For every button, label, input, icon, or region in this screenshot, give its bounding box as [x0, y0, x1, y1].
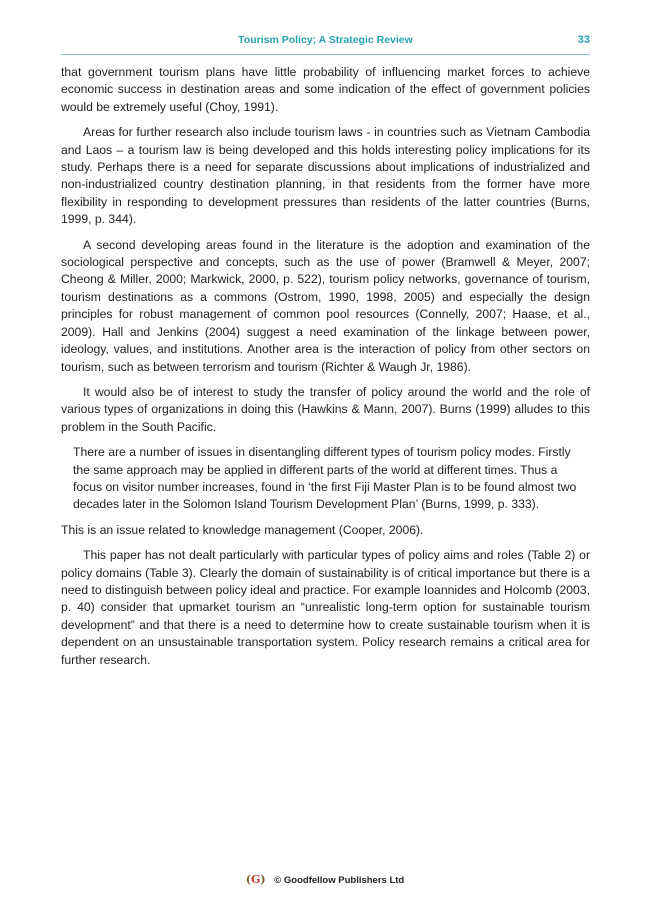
header-rule — [61, 54, 590, 55]
paragraph-knowledge-management: This is an issue related to knowledge management (Cooper, 2006). — [61, 522, 424, 537]
paragraph-sociological-perspective: A second developing areas found in the literature is the adoption and examination of the sociological perspective and concepts, such as the use of power (Bramwell & Meyer, 2007; Cheong & Miller, 2000; Markwick, 2000, p. 522), tourism policy networks, governance of tourism, tourism destinations as a commons (Ostrom, 1990, 1998, 2005) and especially the design principles for robust management of common pool resources (Connelly, 2007; Haase, et al., 2009). Hall and Jenkins (2004) suggest a need examination of the linkage between power, ideology, values, and institutions. Another area is the interaction of policy from other sectors on tourism, such as between terrorism and tourism (Richter & Waugh Jr, 1986). — [61, 237, 590, 374]
block-quote: There are a number of issues in disentangling different types of tourism policy modes. Firstly the same approach may be applied in different parts of the world at different times. Thus a focus on visitor number increases, found in ‘the first Fiji Master Plan is to be found almost two decades later in the Solomon Island Tourism Development Plan’ (Burns, 1999, p. 333). — [73, 445, 577, 512]
paragraph-tourism-laws: Areas for further research also include tourism laws - in countries such as Vietnam Cambodia and Laos – a tourism law is being developed and this holds interesting policy implications for its study. Perhaps there is a need for separate discussions about implications of industrialized and non-industrialized country destination planning, in that residents from the former have more flexibility in responding to development pressures than residents of the latter countries (Burns, 1999, p. 344). — [61, 125, 590, 227]
page-footer — [0, 873, 650, 886]
body-text — [61, 64, 590, 677]
running-title: Tourism Policy; A Strategic Review — [238, 34, 413, 46]
page-header — [61, 34, 590, 50]
copyright-notice: © Goodfellow Publishers Ltd — [274, 875, 405, 886]
publisher-logo: (G) — [245, 873, 266, 886]
paragraph-policy-transfer: It would also be of interest to study the transfer of policy around the world and the role of various types of organizations in doing this (Hawkins & Mann, 2007). Burns (1999) alludes to this problem in the South Pacific. — [61, 384, 590, 434]
paragraph-conclusion: This paper has not dealt particularly with particular types of policy aims and roles (Table 2) or policy domains (Table 3). Clearly the domain of sustainability is of critical importance but there is a need to distinguish between policy ideal and practice. For example Ioannides and Holcomb (2003, p. 40) consider that upmarket tourism an “unrealistic long-term option for sustainable tourism development” and that there is a need to determine how to create sustainable tourism when it is dependent on an unsustainable transportation system. Policy research remains a critical area for further research. — [61, 548, 590, 667]
page-number: 33 — [577, 34, 590, 46]
publisher-logo-letter: G — [250, 873, 261, 886]
paragraph-continuation: that government tourism plans have little probability of influencing market forces to achieve economic success in destination areas and some indication of the effect of government policies would be extremely useful (Choy, 1991). — [61, 65, 590, 114]
